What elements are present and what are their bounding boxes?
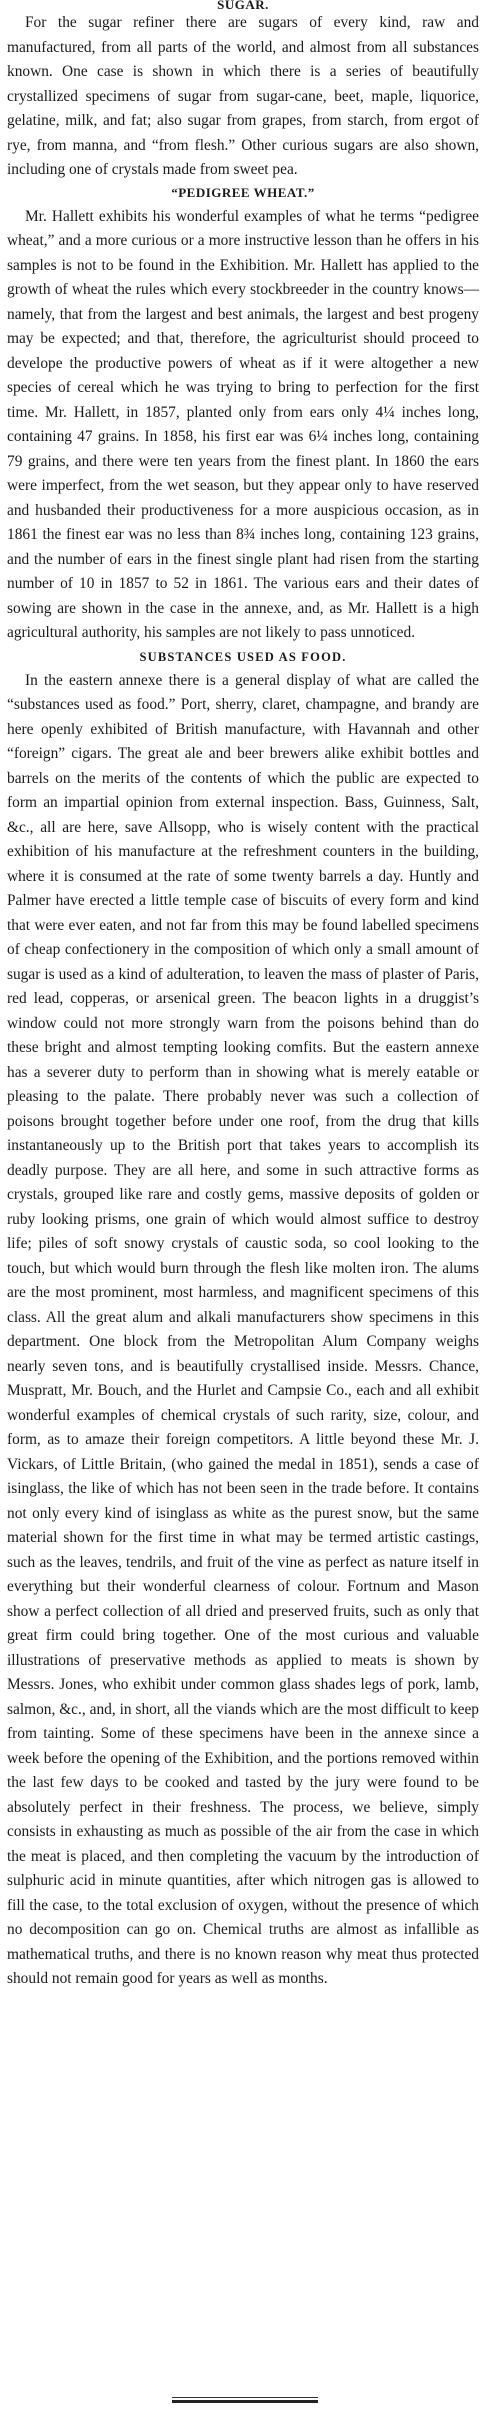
newspaper-column [7,0,479,2415]
paragraph-substances-food: In the eastern annexe there is a general display of what are called the “substances used as food.” Port, sherry, claret, champagne, and brandy are here openly exhibited of British manufacture, with Havannah and other “foreign” cigars. The great ale and beer brewers alike exhibit bottles and barrels on the merits of the contents of which the public are expected to form an impartial opinion from external inspection. Bass, Guinness, Salt, &c., all are here, save Allsopp, who is wisely content with the practical exhibition of his manufacture at the refreshment counters in the building, where it is consumed at the rate of some twenty barrels a day. Huntly and Palmer have erected a little temple case of biscuits of every form and kind that were ever eaten, and not far from this may be found labelled specimens of cheap confectionery in the composition of which only a small amount of sugar is used as a kind of adulteration, to leaven the mass of plaster of Paris, red lead, copperas, or arsenical green. The beacon lights in a druggist’s window could not more strongly warn from the poisons behind than do these bright and almost tempting looking comfits. But the eastern annexe has a severer duty to perform than in showing what is merely eatable or pleasing to the palate. There probably never was such a collection of poisons brought together before under one roof, from the drug that kills instantaneously up to the British port that takes years to accomplish its deadly purpose. They are all here, and some in such attractive forms as crystals, grouped like rare and costly gems, massive deposits of golden or ruby looking prisms, one grain of which would almost suffice to destroy life; piles of soft snowy crystals of caustic soda, so cool looking to the touch, but which would burn through the flesh like molten iron. The alums are the most prominent, most harmless, and magnificent specimens of this class. All the great alum and alkali manufacturers show specimens in this department. One block from the Metropolitan Alum Company weighs nearly seven tons, and is beautifully crystallised inside. Messrs. Chance, Muspratt, Mr. Bouch, and the Hurlet and Campsie Co., each and all exhibit wonderful examples of chemical crystals of such rarity, size, colour, and form, as to amaze their foreign competitors. A little beyond these Mr. J. Vickars, of Little Britain, (who gained the medal in 1851), sends a case of isinglass, the like of which has not been seen in the trade before. It contains not only every kind of isinglass as white as the purest snow, but the same material shown for the first time in what may be termed artistic castings, such as the leaves, tendrils, and fruit of the vine as perfect as nature itself in everything but their wonderful clearness of colour. Fortnum and Mason show a perfect collection of all dried and preserved fruits, such as only that great firm could bring together. One of the most curious and valuable illustrations of preservative methods as applied to meats is shown by Messrs. Jones, who exhibit under common glass shades legs of pork, lamb, salmon, &c., and, in short, all the viands which are the most difficult to keep from tainting. Some of these specimens have been in the annexe since a week before the opening of the Exhibition, and the portions removed within the last few days to be cooked and tasted by the jury were found to be absolutely perfect in their freshness. The process, we believe, simply consists in exhausting as much as possible of the air from the case in which the meat is placed, and then completing the vacuum by the introduction of sulphuric acid in minute quantities, after which nitrogen gas is allowed to fill the case, to the total exclusion of oxygen, without the presence of which no decomposition can go on. Chemical truths are almost as infallible as mathematical truths, and there is no known reason why meat thus protected should not remain good for years as well as months. [7,671,479,1987]
section-heading-sugar: SUGAR. [217,0,269,12]
section-heading-substances-food: SUBSTANCES USED AS FOOD. [139,649,347,664]
column-end-rule [7,2397,479,2407]
paragraph-sugar: For the sugar refiner there are sugars of every kind, raw and manufactured, from all parts of the world, and almost from all substances known. One case is shown in which there is a series of beautifully crystallized specimens of sugar from sugar-cane, beet, maple, liquorice, gelatine, milk, and fat; also sugar from grapes, from starch, from ergot of rye, from manna, and “from flesh.” Other curious sugars are also shown, including one of crystals made from sweet pea. [7,14,479,178]
section-heading-pedigree-wheat: “PEDIGREE WHEAT.” [171,184,315,200]
thick-rule-line [172,2400,318,2403]
thin-rule-line [172,2397,318,2398]
paragraph-pedigree-wheat: Mr. Hallett exhibits his wonderful examples of what he terms “pedigree wheat,” and a more curious or a more instructive lesson than he offers in his samples is not to be found in the Exhibition. Mr. Hallett has applied to the growth of wheat the rules which every stockbreeder in the country knows—namely, that from the largest and best animals, the largest and best progeny may be expected; and that, therefore, the agriculturist should proceed to develope the productive powers of wheat as if it were altogether a new species of cereal which he was trying to bring to perfection for the first time. Mr. Hallett, in 1857, planted only from ears only 4¼ inches long, containing 47 grains. In 1858, his first ear was 6¼ inches long, containing 79 grains, and there were ten years from the finest plant. In 1860 the ears were imperfect, from the wet season, but they appear only to have reserved and husbanded their productiveness for a more auspicious occasion, as in 1861 the finest ear was no less than 8¾ inches long, containing 123 grains, and the number of ears in the finest single plant had risen from the starting number of 10 in 1857 to 52 in 1861. The various ears and their dates of sowing are shown in the case in the annexe, and, as Mr. Hallett is a high agricultural authority, his samples are not likely to pass unnoticed. [7,207,479,641]
